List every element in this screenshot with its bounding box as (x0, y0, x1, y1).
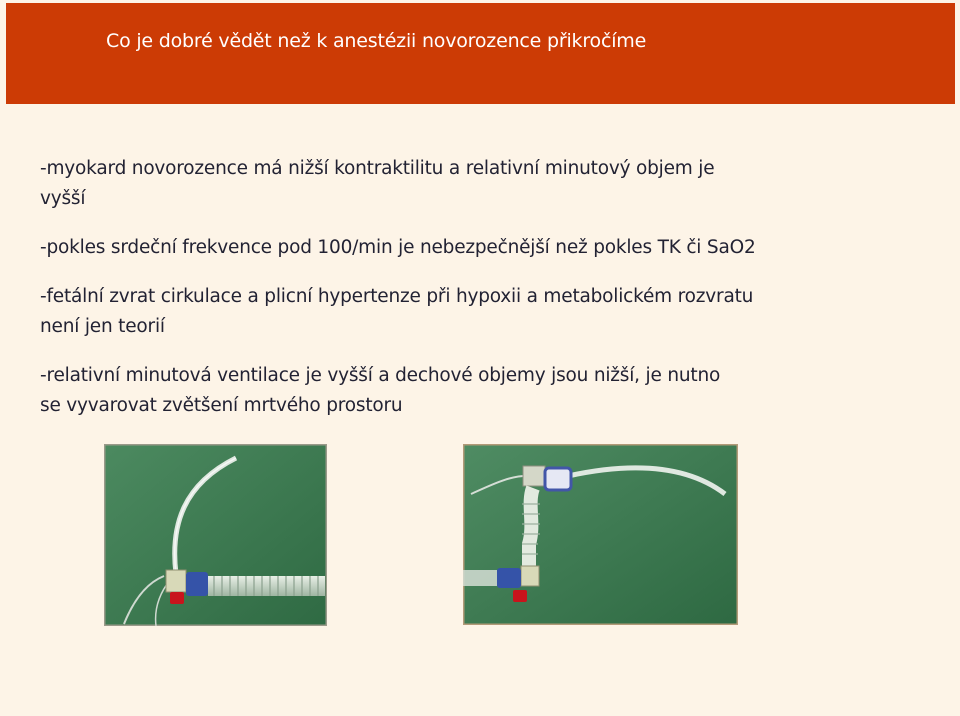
photo-endotracheal-tube-right (463, 444, 738, 625)
title-bar (6, 3, 955, 104)
bullet-4-line-2: se vyvarovat zvětšení mrtvého prostoru (40, 395, 403, 416)
bullet-1-line-2: vyšší (40, 188, 86, 209)
bullet-1-line-1: -myokard novorozence má nižší kontraktilitu a relativní minutový objem je (40, 158, 715, 179)
slide-title: Co je dobré vědět než k anestézii novorozence přikročíme (106, 30, 647, 52)
bullet-4-line-1: -relativní minutová ventilace je vyšší a dechové objemy jsou nižší, je nutno (40, 365, 721, 386)
bullet-3-line-2: není jen teorií (40, 316, 165, 337)
bullet-2-line-1: -pokles srdeční frekvence pod 100/min je nebezpečnější než pokles TK či SaO2 (40, 237, 756, 258)
photo-endotracheal-tube-left (104, 444, 327, 626)
bullet-3-line-1: -fetální zvrat cirkulace a plicní hypertenze při hypoxii a metabolickém rozvratu (40, 286, 754, 307)
